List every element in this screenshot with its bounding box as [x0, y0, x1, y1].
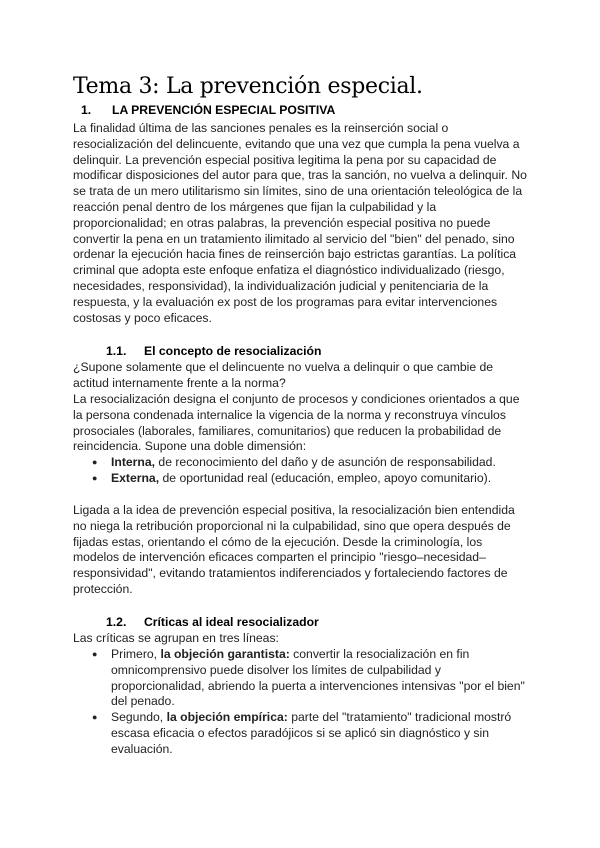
list-item — [90, 455, 530, 471]
section-1-1-title: El concepto de resocialización — [144, 344, 322, 358]
bullet-prefix: Primero, — [111, 647, 161, 661]
section-1-1-closing: Ligada a la idea de prevención especial positiva, la resocialización bien entendida no niega la retribución proporcional ni la culpabilidad, sino que opera después de fijadas estas, orientando el cómo de la ejecución. Desde la criminología, los modelos de intervención eficaces comparten el principio "riesgo–necesidad–responsividad", evitando tratamientos indiferenciados y fortaleciendo factores de protección. — [73, 503, 515, 596]
bullet-text: de oportunidad real (educación, empleo, apoyo comunitario). — [159, 470, 492, 485]
section-1-1-bullet-list — [90, 455, 530, 487]
bullet-bold: Interna, — [111, 455, 156, 469]
bullet-bold: Externa, — [111, 470, 160, 485]
section-1-number: 1. — [81, 103, 92, 117]
bullet-bold: la objeción garantista: — [160, 647, 290, 661]
section-1-1-paragraph: La resocialización designa el conjunto de procesos y condiciones orientados a que la persona condenada internalice la vigencia de la norma y reconstruya vínculos prosociales (laborales, familiares, comunitarios) que reducen la probabilidad de reincidencia. Supone una doble dimensión: — [73, 392, 520, 454]
bullet-prefix: Segundo, — [111, 710, 167, 725]
section-1-1-question: ¿Supone solamente que el delincuente no vuelva a delinquir o que cambie de actitud internamente frente a la norma? — [73, 360, 494, 390]
list-item — [90, 647, 530, 710]
section-1-1-number: 1.1. — [106, 344, 127, 358]
list-item — [90, 471, 530, 487]
list-item — [90, 710, 530, 757]
bullet-text: convertir la resocialización en fin omnicomprensivo puede disolver los límites de culpabilidad y proporcionalidad, abriendo la puerta a intervenciones intensivas "por el bien" del penado. — [111, 647, 525, 709]
section-1-title: LA PREVENCIÓN ESPECIAL POSITIVA — [112, 103, 336, 117]
section-1-heading — [81, 103, 335, 117]
bullet-text: parte del "tratamiento" tradicional mostró escasa eficacia o efectos paradójicos si se aplicó sin diagnóstico y sin evaluación. — [111, 710, 512, 756]
section-1-2-bullet-list — [90, 647, 530, 758]
section-1-2-intro: Las críticas se agrupan en tres líneas: — [73, 631, 279, 645]
bullet-bold: la objeción empírica: — [166, 710, 288, 725]
page-title: Tema 3: La prevención especial. — [73, 74, 423, 99]
section-1-2-title: Críticas al ideal resocializador — [144, 615, 319, 629]
section-1-1-heading — [106, 344, 321, 358]
section-1-2-number: 1.2. — [106, 615, 127, 629]
section-1-2-heading — [106, 615, 319, 629]
section-1-paragraph: La finalidad última de las sanciones penales es la reinserción social o resocialización del delincuente, evitando que una vez que cumpla la pena vuelva a delinquir. La prevención especial positiva legitima la pena por su capacidad de modificar disposiciones del autor para que, tras la sanción, no vuelva a delinquir. No se trata de un mero utilitarismo sin límites, sino de una orientación teleológica de la reacción penal dentro de los márgenes que fijan la culpabilidad y la proporcionalidad; en otras palabras, la prevención especial positiva no puede convertir la pena en un tratamiento ilimitado al servicio del "bien" del penado, sino ordenar la ejecución hacia fines de reinserción bajo estrictas garantías. La política criminal que adopta este enfoque enfatiza el diagnóstico individualizado (riesgo, necesidades, responsividad), la individualización judicial y penitenciaria de la respuesta, y la evaluación ex post de los programas para evitar intervenciones costosas y poco eficaces. — [73, 121, 527, 325]
bullet-text: de reconocimiento del daño y de asunción de responsabilidad. — [155, 455, 496, 469]
